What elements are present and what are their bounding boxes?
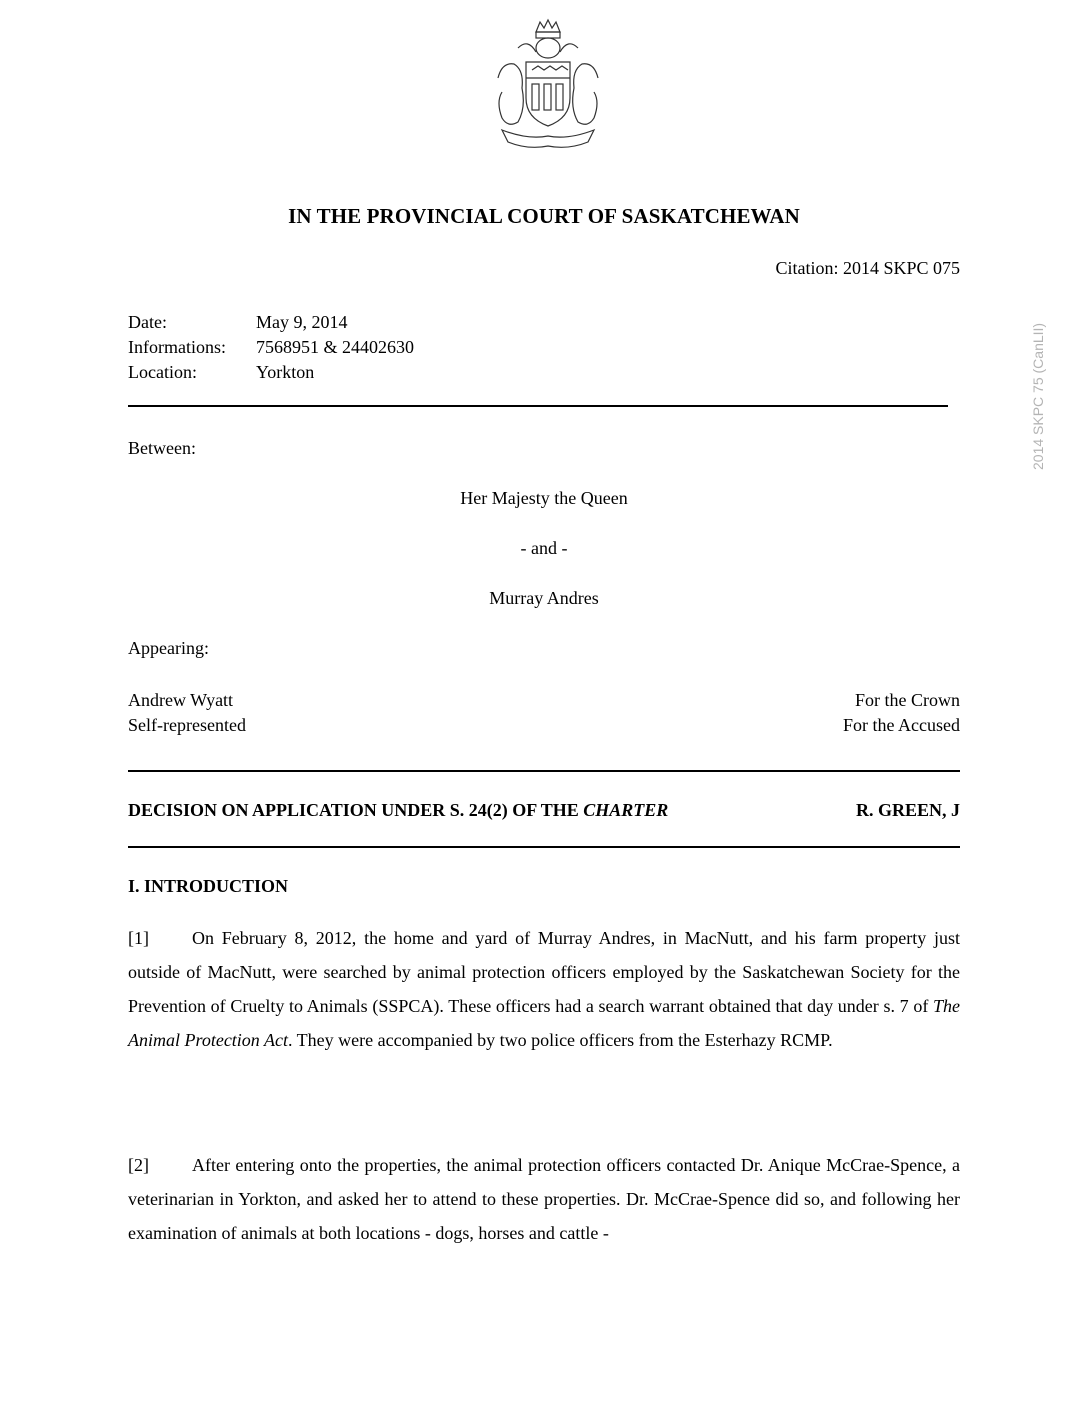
paragraph-2 <box>128 1148 960 1250</box>
court-title: IN THE PROVINCIAL COURT OF SASKATCHEWAN <box>288 204 800 228</box>
judge-name: R. GREEN, J <box>855 800 960 820</box>
decision-title <box>128 800 668 821</box>
meta-value: 7568951 & 24402630 <box>256 337 415 357</box>
paragraph-text: On February 8, 2012, the home and yard of Murray Andres, in MacNutt, and his farm property just outside of MacNutt, were searched by animal protection officers employed by the Saskatchewan Society for the Prevention of Cruelty to Animals (SSPCA). These officers had a search warrant obtained that day under s. 7 of <box>128 928 960 1016</box>
citation: Citation: 2014 SKPC 075 <box>775 258 960 278</box>
decision-title-text: DECISION ON APPLICATION UNDER S. 24(2) OF THE <box>128 800 579 820</box>
case-metadata <box>128 310 414 385</box>
decision-header <box>128 800 960 821</box>
meta-location <box>128 360 414 385</box>
meta-label: Location: <box>128 362 197 382</box>
divider <box>128 846 960 848</box>
meta-label: Informations: <box>128 337 226 357</box>
paragraph-text: After entering onto the properties, the animal protection officers contacted Dr. Anique McCrae-Spence, a veterinarian in Yorkton, and asked her to attend to these properties. Dr. McCrae-Spence did so, and following her examination of animals at both locations - dogs, horses and cattle - <box>128 1155 960 1243</box>
counsel-name: Andrew Wyatt <box>128 690 234 710</box>
statute-title: The Animal Protection Act <box>128 996 960 1050</box>
coat-of-arms-logo <box>488 18 608 153</box>
counsel-row <box>128 688 960 713</box>
section-heading: I. INTRODUCTION <box>128 876 289 896</box>
decision-title-italic: CHARTER <box>583 800 669 820</box>
appearing-label: Appearing: <box>128 638 209 658</box>
meta-value: Yorkton <box>256 362 315 382</box>
counsel-role: For the Crown <box>855 690 960 710</box>
counsel-role: For the Accused <box>843 715 960 735</box>
counsel-row <box>128 713 960 738</box>
divider <box>128 405 948 407</box>
meta-value: May 9, 2014 <box>256 312 348 332</box>
counsel-list <box>128 688 960 738</box>
paragraph-text-end: . They were accompanied by two police officers from the Esterhazy RCMP. <box>287 1030 833 1050</box>
paragraph-number: [2] <box>128 1155 149 1175</box>
paragraph-number: [1] <box>128 928 149 948</box>
canlii-watermark: 2014 SKPC 75 (CanLII) <box>1030 322 1046 470</box>
meta-label: Date: <box>128 312 167 332</box>
counsel-name: Self-represented <box>128 715 246 735</box>
meta-date <box>128 310 414 335</box>
meta-informations <box>128 335 414 360</box>
and-label: - and - <box>520 538 568 558</box>
divider <box>128 770 960 772</box>
between-label: Between: <box>128 438 196 458</box>
paragraph-1 <box>128 921 960 1057</box>
party-2: Murray Andres <box>489 588 599 608</box>
party-1: Her Majesty the Queen <box>460 488 628 508</box>
